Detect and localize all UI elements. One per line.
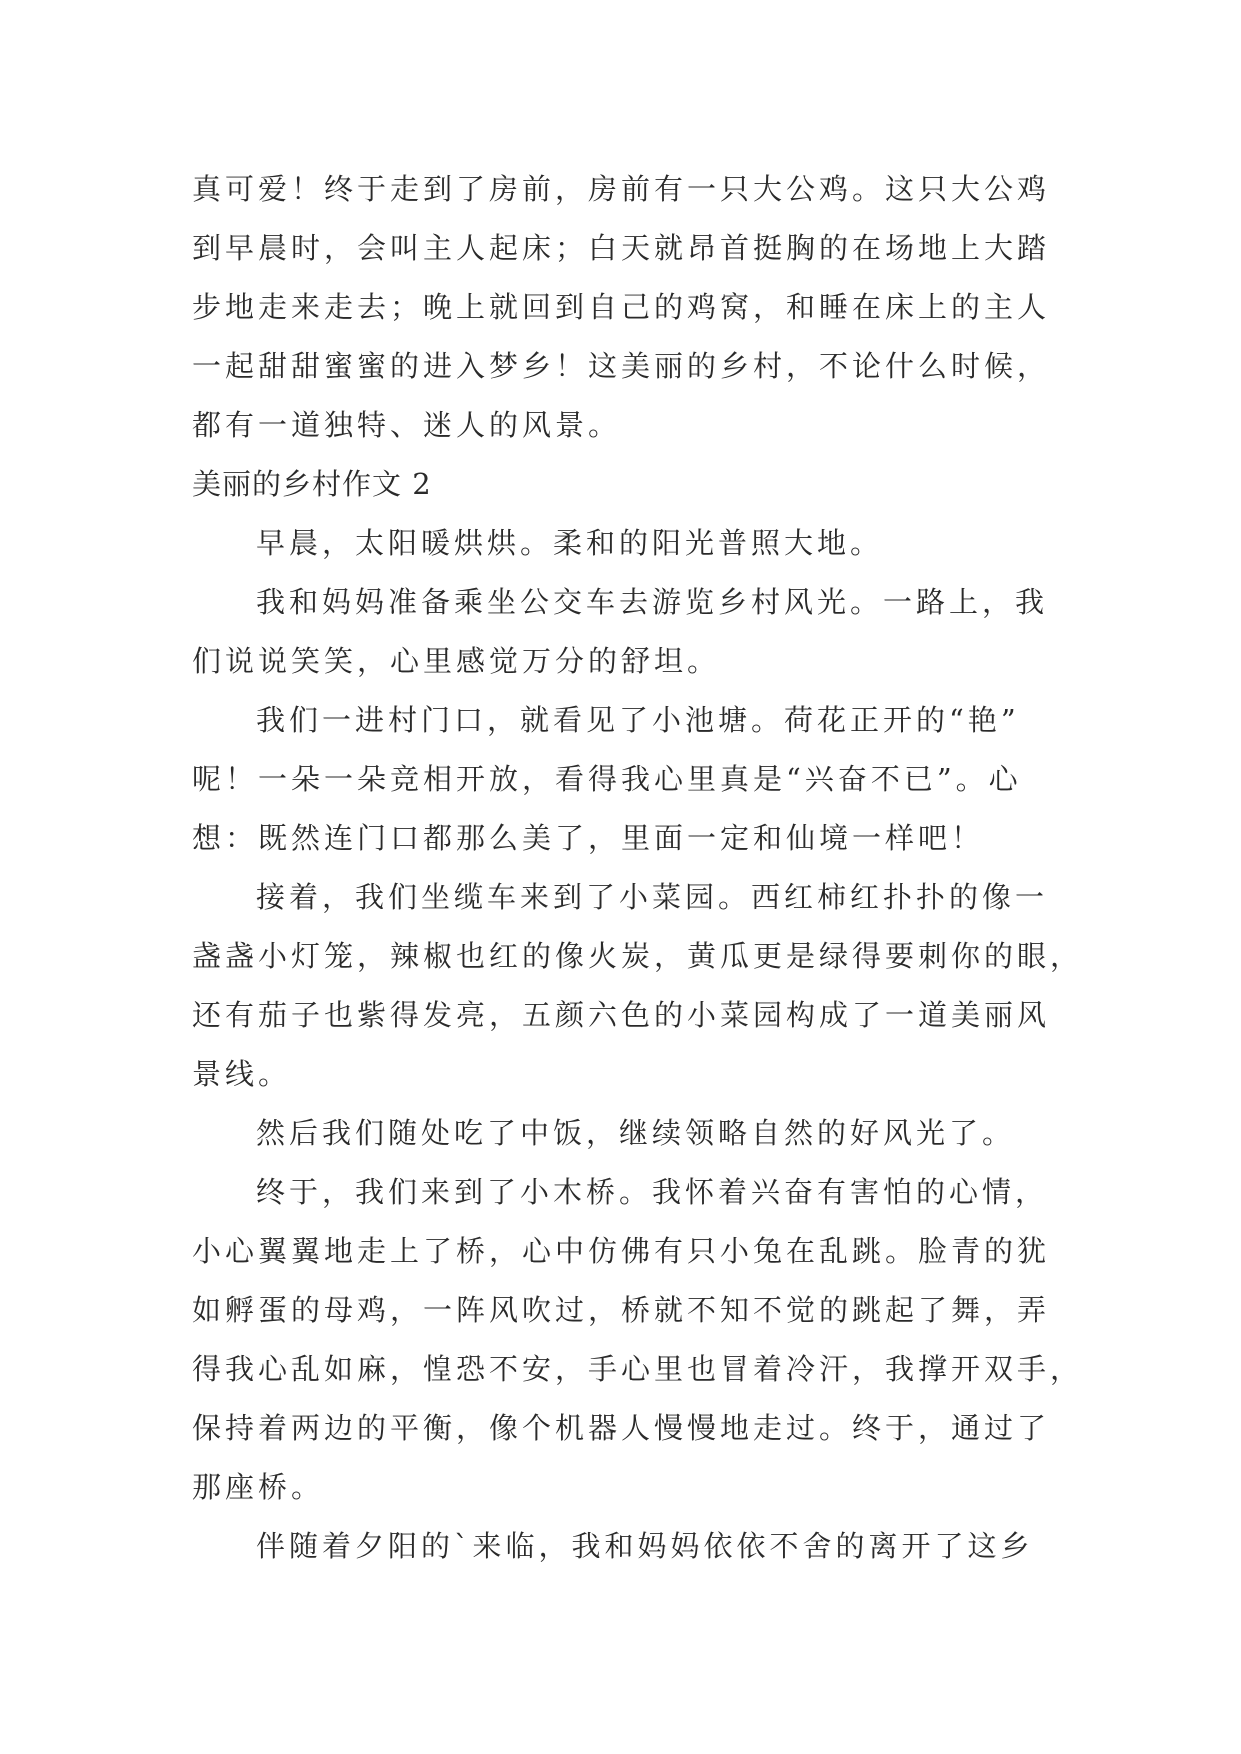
- text-line: 景线。: [192, 1057, 292, 1091]
- text-line: 到早晨时，会叫主人起床；白天就昂首挺胸的在场地上大踏: [192, 231, 1051, 265]
- text-line: 那座桥。: [192, 1470, 325, 1504]
- paragraph-start-line: 接着，我们坐缆车来到了小菜园。西红柿红扑扑的像一: [256, 880, 1049, 914]
- text-line: 步地走来走去；晚上就回到自己的鸡窝，和睡在床上的主人: [192, 290, 1051, 324]
- paragraph-start-line: 我们一进村门口，就看见了小池塘。荷花正开的“艳”: [256, 703, 1020, 737]
- text-line: 真可爱！终于走到了房前，房前有一只大公鸡。这只大公鸡: [192, 172, 1051, 206]
- text-line: 保持着两边的平衡，像个机器人慢慢地走过。终于，通过了: [192, 1411, 1051, 1445]
- paragraph-start-line: 我和妈妈准备乘坐公交车去游览乡村风光。一路上，我: [256, 585, 1049, 619]
- essay-body: [192, 160, 1084, 1576]
- text-line: 如孵蛋的母鸡，一阵风吹过，桥就不知不觉的跳起了舞，弄: [192, 1293, 1051, 1327]
- text-line: 都有一道独特、迷人的风景。: [192, 408, 622, 442]
- paragraph-start-line: 伴随着夕阳的`来临，我和妈妈依依不舍的离开了这乡: [256, 1529, 1034, 1563]
- text-line: 还有茄子也紫得发亮，五颜六色的小菜园构成了一道美丽风: [192, 998, 1051, 1032]
- text-line: 们说说笑笑，心里感觉万分的舒坦。: [192, 644, 721, 678]
- paragraph-start-line: 然后我们随处吃了中饭，继续领略自然的好风光了。: [256, 1116, 1016, 1150]
- text-line: 想：既然连门口都那么美了，里面一定和仙境一样吧！: [192, 821, 985, 855]
- paragraph-start-line: 终于，我们来到了小木桥。我怀着兴奋有害怕的心情，: [256, 1175, 1049, 1209]
- text-line: 呢！一朵一朵竞相开放，看得我心里真是“兴奋不已”。心: [192, 762, 1022, 796]
- essay-title: 美丽的乡村作文 2: [192, 467, 432, 501]
- text-line: 得我心乱如麻，惶恐不安，手心里也冒着冷汗，我撑开双手，: [192, 1352, 1084, 1386]
- paragraph-start-line: 早晨，太阳暖烘烘。柔和的阳光普照大地。: [256, 526, 884, 560]
- text-line: 小心翼翼地走上了桥，心中仿佛有只小兔在乱跳。脸青的犹: [192, 1234, 1051, 1268]
- text-line: 一起甜甜蜜蜜的进入梦乡！这美丽的乡村，不论什么时候，: [192, 349, 1051, 383]
- text-line: 盏盏小灯笼，辣椒也红的像火炭，黄瓜更是绿得要刺你的眼，: [192, 939, 1084, 973]
